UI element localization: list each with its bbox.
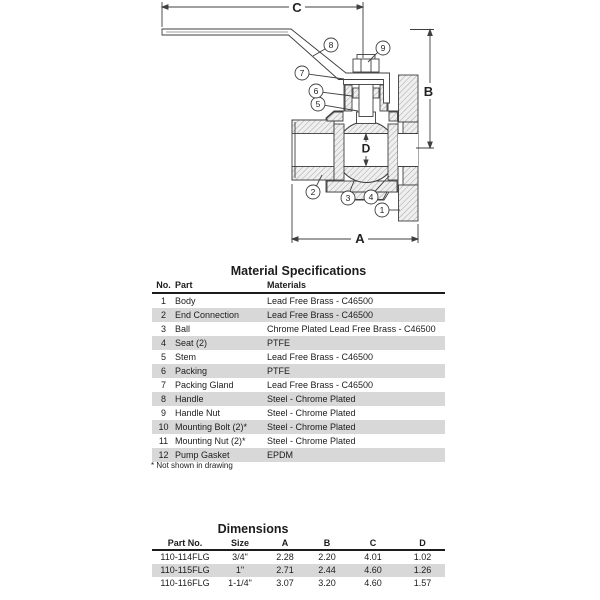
cell-part-no: 110-115FLG bbox=[160, 565, 210, 575]
table-row bbox=[152, 350, 445, 364]
dim-label-d: D bbox=[361, 141, 371, 156]
cell-no: 10 bbox=[158, 422, 169, 432]
column-header-size: Size bbox=[230, 538, 249, 548]
column-header-part: Part bbox=[175, 280, 193, 290]
table-row bbox=[152, 322, 445, 336]
callout-8 bbox=[313, 38, 338, 56]
cell-materials: EPDM bbox=[267, 450, 294, 460]
table-row bbox=[152, 378, 445, 392]
pump-flange bbox=[398, 75, 418, 221]
cell-materials: Steel - Chrome Plated bbox=[267, 422, 356, 432]
material-specs-header-row bbox=[152, 279, 445, 294]
cell-materials: Lead Free Brass - C46500 bbox=[267, 380, 374, 390]
cell-b: 2.20 bbox=[318, 552, 336, 562]
column-header-part-no: Part No. bbox=[167, 538, 203, 548]
table-row bbox=[152, 392, 445, 406]
cell-materials: Steel - Chrome Plated bbox=[267, 436, 356, 446]
cell-part: End Connection bbox=[175, 310, 240, 320]
table-row bbox=[152, 294, 445, 308]
cell-d: 1.57 bbox=[413, 578, 432, 588]
dim-label-a: A bbox=[355, 231, 365, 246]
cell-part-no: 110-114FLG bbox=[160, 552, 210, 562]
cell-part: Handle bbox=[175, 394, 204, 404]
material-specs-footnote: * Not shown in drawing bbox=[151, 461, 233, 470]
callout-3-number: 3 bbox=[345, 193, 351, 203]
table-row bbox=[152, 364, 445, 378]
column-header-d: D bbox=[419, 538, 426, 548]
cell-c: 4.01 bbox=[364, 552, 382, 562]
cell-no: 7 bbox=[160, 380, 166, 390]
cell-materials: PTFE bbox=[267, 338, 291, 348]
callout-4-number: 4 bbox=[368, 192, 374, 202]
dimensions-header-row bbox=[152, 537, 445, 551]
table-row bbox=[152, 434, 445, 448]
cell-materials: PTFE bbox=[267, 366, 291, 376]
cell-part: Ball bbox=[175, 324, 191, 334]
cell-no: 4 bbox=[160, 338, 166, 348]
table-row bbox=[152, 406, 445, 420]
cell-no: 11 bbox=[158, 436, 169, 446]
cell-no: 2 bbox=[160, 310, 166, 320]
dim-label-c: C bbox=[292, 0, 302, 15]
cell-part: Pump Gasket bbox=[175, 450, 230, 460]
cell-materials: Lead Free Brass - C46500 bbox=[267, 352, 374, 362]
dimensions-title: Dimensions bbox=[217, 522, 289, 536]
cell-c: 4.60 bbox=[364, 578, 382, 588]
cell-b: 2.44 bbox=[318, 565, 336, 575]
cell-no: 1 bbox=[160, 296, 166, 306]
cell-a: 2.28 bbox=[276, 552, 294, 562]
table-row bbox=[152, 308, 445, 322]
cell-materials: Lead Free Brass - C46500 bbox=[267, 310, 374, 320]
table-row bbox=[152, 551, 445, 564]
callout-7-number: 7 bbox=[299, 68, 305, 78]
cell-part: Packing bbox=[175, 366, 208, 376]
end-connection-left bbox=[292, 120, 334, 180]
material-specs-title: Material Specifications bbox=[230, 264, 367, 278]
cell-size: 3/4" bbox=[232, 552, 248, 562]
cell-part: Stem bbox=[175, 352, 197, 362]
callout-8-number: 8 bbox=[328, 40, 334, 50]
dimensions-table bbox=[152, 537, 445, 590]
table-row bbox=[152, 564, 445, 577]
callout-2-number: 2 bbox=[310, 187, 316, 197]
material-specs-table bbox=[152, 279, 445, 462]
cell-d: 1.02 bbox=[413, 552, 432, 562]
cell-part-no: 110-116FLG bbox=[160, 578, 210, 588]
cell-no: 8 bbox=[160, 394, 166, 404]
cell-no: 5 bbox=[160, 352, 166, 362]
column-header-c: C bbox=[369, 538, 377, 548]
table-row bbox=[152, 577, 445, 590]
cell-part: Seat (2) bbox=[175, 338, 208, 348]
cell-materials: Lead Free Brass - C46500 bbox=[267, 296, 374, 306]
cell-size: 1-1/4" bbox=[228, 578, 252, 588]
table-row bbox=[152, 448, 445, 462]
callout-1-number: 1 bbox=[379, 205, 385, 215]
callout-6-number: 6 bbox=[313, 86, 319, 96]
cell-a: 3.07 bbox=[276, 578, 294, 588]
cell-part: Body bbox=[175, 296, 196, 306]
callout-9-number: 9 bbox=[380, 43, 386, 53]
column-header-no: No. bbox=[156, 280, 171, 290]
table-row bbox=[152, 336, 445, 350]
cell-part: Mounting Bolt (2)* bbox=[175, 422, 248, 432]
ball-valve-cross-section-drawing bbox=[0, 0, 600, 260]
cell-part: Mounting Nut (2)* bbox=[175, 436, 246, 446]
column-header-materials: Materials bbox=[267, 280, 307, 290]
handle-nut bbox=[353, 55, 379, 73]
cell-no: 3 bbox=[160, 324, 166, 334]
cell-part: Handle Nut bbox=[175, 408, 221, 418]
cell-no: 9 bbox=[160, 408, 166, 418]
cell-d: 1.26 bbox=[413, 565, 432, 575]
cell-c: 4.60 bbox=[364, 565, 382, 575]
cell-materials: Steel - Chrome Plated bbox=[267, 394, 356, 404]
callout-5-number: 5 bbox=[315, 99, 321, 109]
column-header-b: B bbox=[323, 538, 331, 548]
cell-b: 3.20 bbox=[318, 578, 336, 588]
dim-label-b: B bbox=[423, 84, 434, 99]
cell-size: 1" bbox=[235, 565, 245, 575]
cell-part: Packing Gland bbox=[175, 380, 234, 390]
cell-materials: Steel - Chrome Plated bbox=[267, 408, 356, 418]
cell-no: 12 bbox=[158, 450, 169, 460]
cell-a: 2.71 bbox=[276, 565, 294, 575]
cell-materials: Chrome Plated Lead Free Brass - C46500 bbox=[267, 324, 436, 334]
cell-no: 6 bbox=[160, 366, 166, 376]
table-row bbox=[152, 420, 445, 434]
column-header-a: A bbox=[281, 538, 289, 548]
